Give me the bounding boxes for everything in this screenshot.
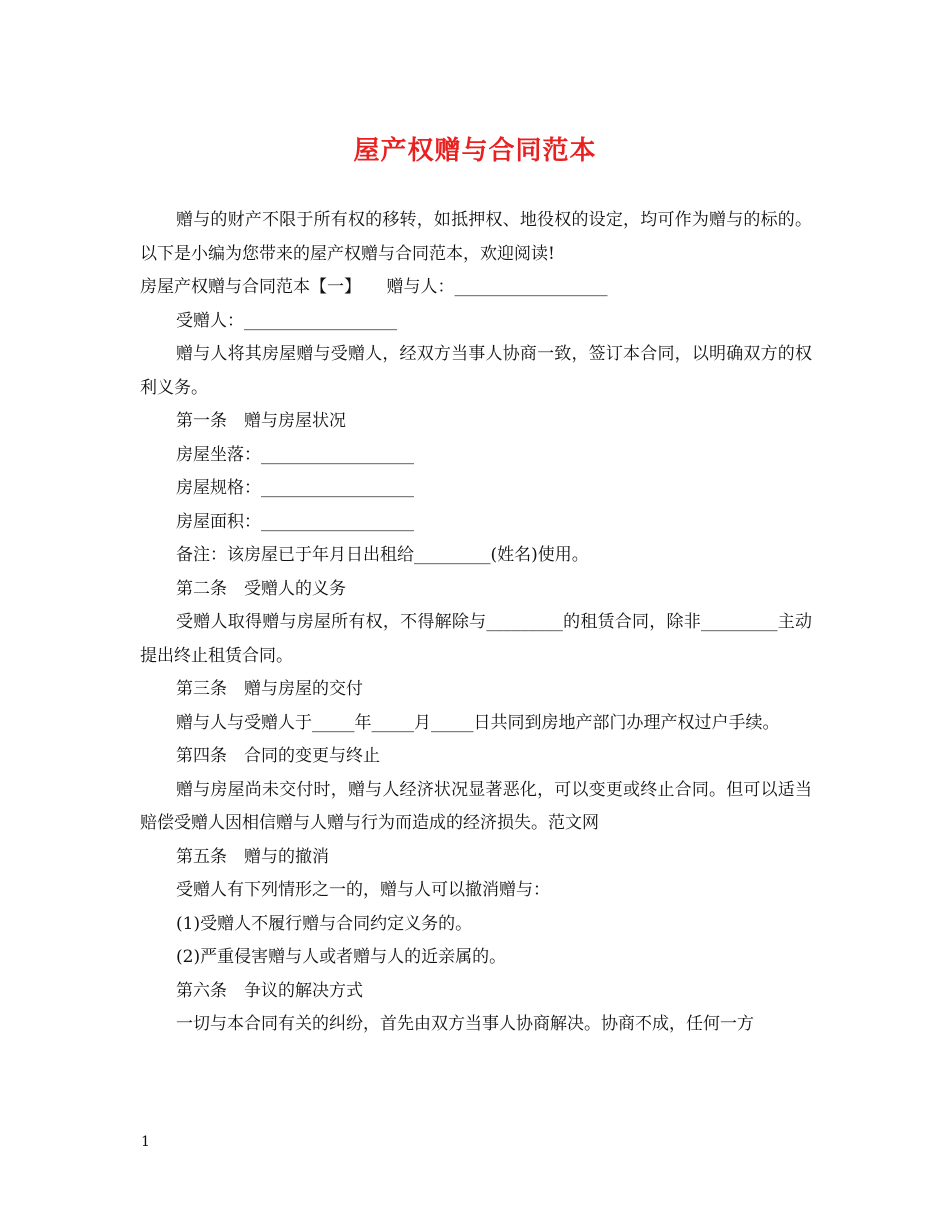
article-4-heading: 第四条 合同的变更与终止: [176, 746, 380, 766]
article-6-heading: 第六条 争议的解决方式: [176, 980, 363, 1001]
donee-line: 受赠人：__________________: [176, 310, 397, 331]
document-title: 屋产权赠与合同范本: [353, 136, 597, 166]
article-5-item-2: (2)严重侵害赠与人或者赠与人的近亲属的。: [176, 947, 507, 967]
article-5-item-1: (1)受赠人不履行赠与合同约定义务的。: [176, 913, 473, 934]
article-2-heading: 第二条 受赠人的义务: [176, 578, 346, 599]
article-5-paragraph: 受赠人有下列情形之一的，赠与人可以撤消赠与：: [176, 880, 550, 900]
remark-line: 备注：该房屋已于年月日出租给_________(姓名)使用。: [176, 545, 589, 565]
article-3-paragraph: 赠与人与受赠人于_____年_____月_____日共同到房地产部门办理产权过户手续。: [176, 712, 780, 733]
page-number: 1: [141, 1134, 150, 1150]
house-spec-line: 房屋规格：__________________: [176, 478, 414, 498]
agreement-paragraph: 赠与人将其房屋赠与受赠人，经双方当事人协商一致，签订本合同，以明确双方的权利义务。: [140, 344, 812, 398]
article-1-heading: 第一条 赠与房屋状况: [176, 411, 346, 431]
document-body: [140, 204, 812, 1042]
contract-heading-donor-line: 房屋产权赠与合同范本【一】 赠与人：__________________: [140, 277, 608, 297]
article-4-paragraph: 赠与房屋尚未交付时，赠与人经济状况显著恶化，可以变更或终止合同。但可以适当赔偿受赠人因相信赠与人赠与行为而造成的经济损失。范文网: [140, 779, 812, 833]
article-5-heading: 第五条 赠与的撤消: [176, 846, 329, 867]
house-location-line: 房屋坐落：__________________: [176, 444, 414, 465]
article-3-heading: 第三条 赠与房屋的交付: [176, 679, 363, 699]
house-area-line: 房屋面积：__________________: [176, 511, 414, 532]
intro-paragraph: 赠与的财产不限于所有权的移转，如抵押权、地役权的设定，均可作为赠与的标的。以下是小编为您带来的屋产权赠与合同范本，欢迎阅读!: [140, 210, 812, 264]
article-2-paragraph: 受赠人取得赠与房屋所有权，不得解除与_________的租赁合同，除非_________主动提出终止租赁合同。: [140, 612, 812, 666]
article-6-paragraph: 一切与本合同有关的纠纷，首先由双方当事人协商解决。协商不成，任何一方: [176, 1014, 754, 1034]
